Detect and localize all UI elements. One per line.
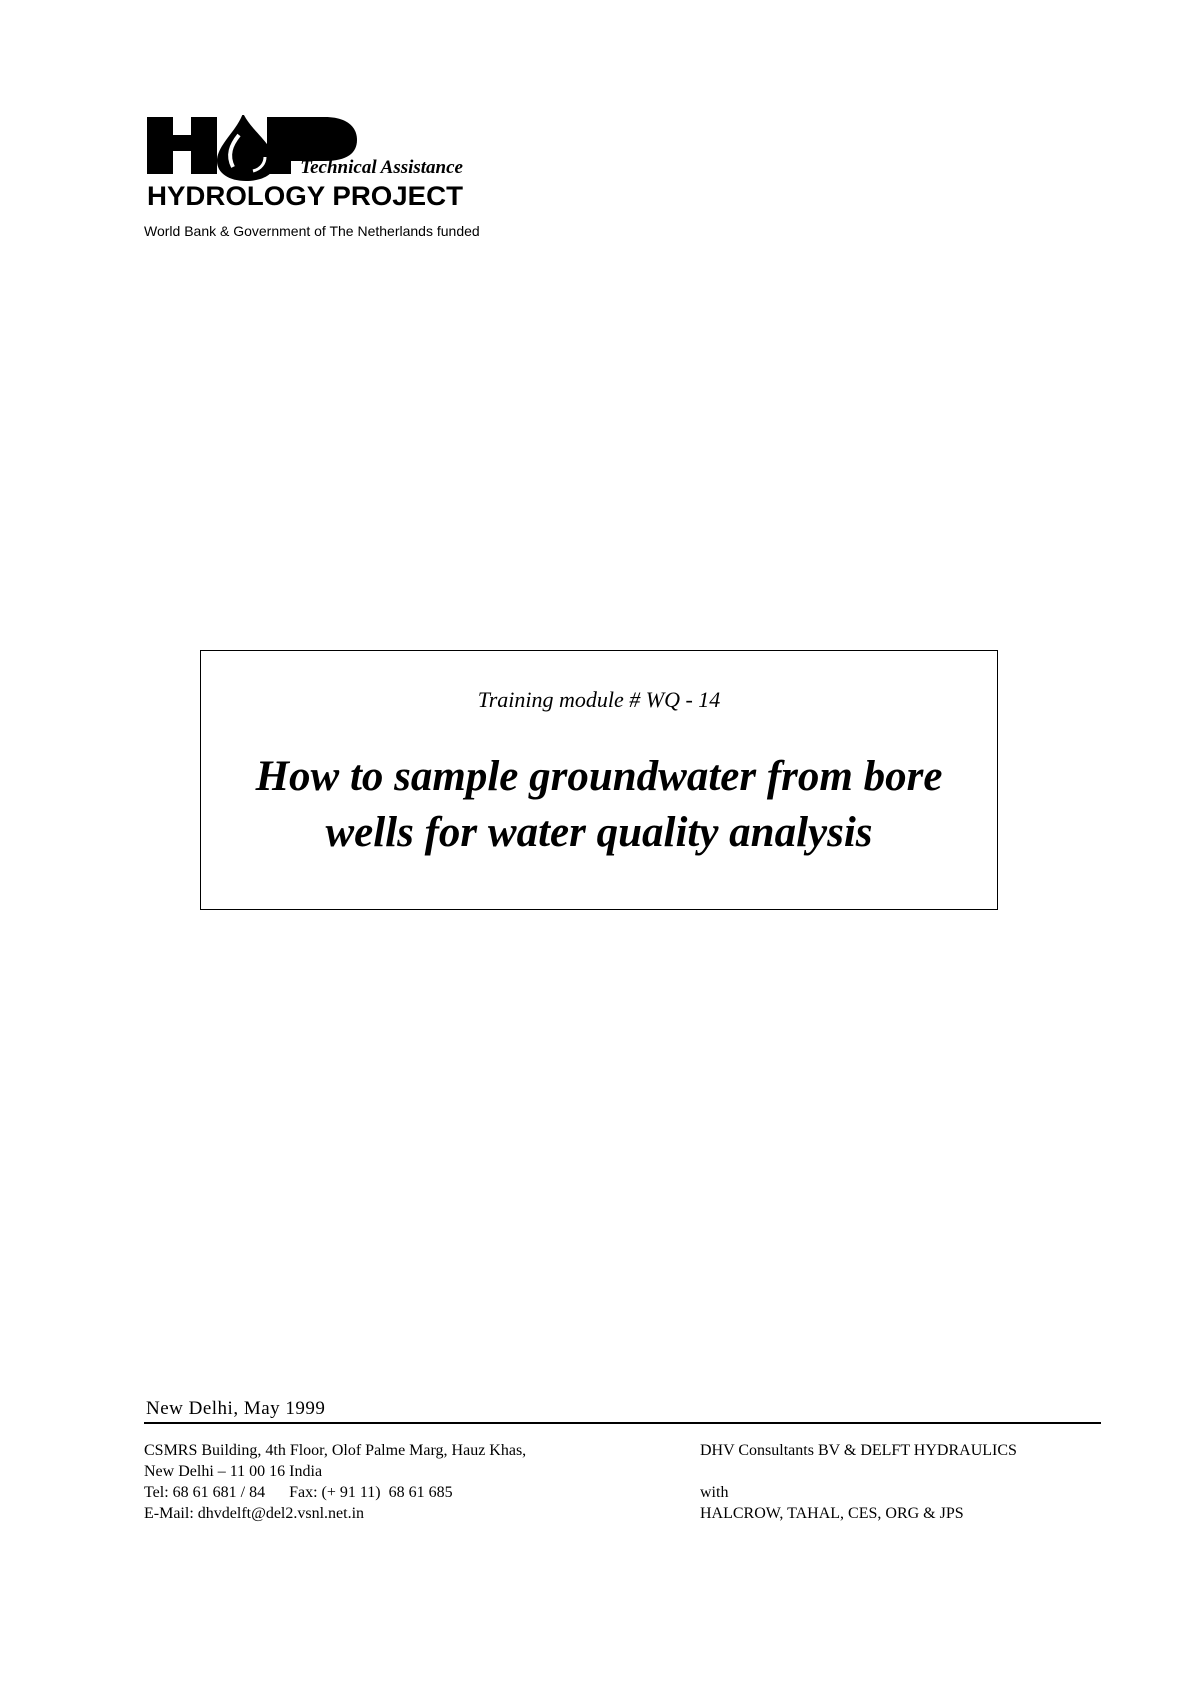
water-drop-icon: [217, 115, 275, 181]
title-line: wells for water quality analysis: [325, 809, 873, 856]
consultants-line: with: [700, 1484, 729, 1501]
email-line: E-Mail: dhvdelft@del2.vsnl.net.in: [144, 1505, 365, 1522]
address-line: CSMRS Building, 4th Floor, Olof Palme Marg, Hauz Khas,: [144, 1442, 527, 1459]
logo-tagline: Technical Assistance: [300, 157, 463, 178]
hydrology-project-logo: [147, 115, 507, 210]
consultants-spacer: [700, 1461, 1017, 1482]
logo-mark: [147, 115, 507, 210]
module-label: Training module # WQ - 14: [477, 687, 721, 712]
funding-note: World Bank & Government of The Netherlands funded: [144, 223, 480, 239]
footer-divider: [144, 1422, 1101, 1424]
title-line: How to sample groundwater from bore: [255, 753, 943, 800]
contact-address: [144, 1440, 526, 1524]
consultants-line: HALCROW, TAHAL, CES, ORG & JPS: [700, 1505, 964, 1522]
phone-fax-line: Tel: 68 61 681 / 84 Fax: (+ 91 11) 68 61 685: [144, 1484, 453, 1501]
consultants-line: DHV Consultants BV & DELFT HYDRAULICS: [700, 1442, 1017, 1459]
consultants-block: [700, 1440, 1017, 1524]
logo-name: HYDROLOGY PROJECT: [147, 181, 464, 210]
title-box: [200, 650, 998, 910]
document-title: [201, 749, 997, 861]
address-line: New Delhi – 11 00 16 India: [144, 1463, 323, 1480]
place-date: New Delhi, May 1999: [146, 1398, 326, 1419]
